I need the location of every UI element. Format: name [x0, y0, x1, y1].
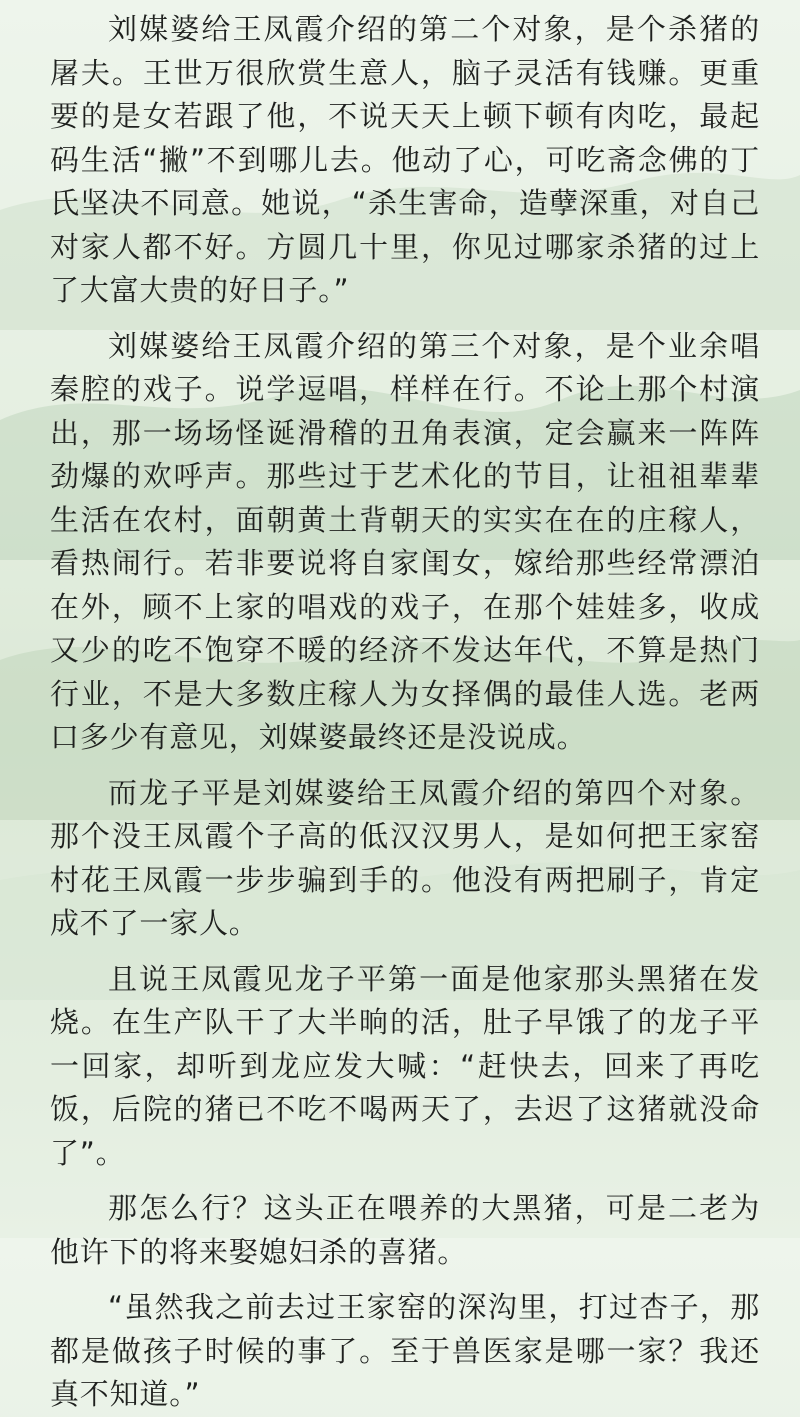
- paragraph-third-suitor: 刘媒婆给王凤霞介绍的第三个对象，是个业余唱秦腔的戏子。说学逗唱，样样在行。不论上那个村演出，那一场场怪诞滑稽的丑角表演，定会赢来一阵阵劲爆的欢呼声。那些过于艺术化的节目，让祖祖辈辈生活在农村，面朝黄土背朝天的实实在在的庄稼人，看热闹行。若非要说将自家闺女，嫁给那些经常漂泊在外，顾不上家的唱戏的戏子，在那个娃娃多，收成又少的吃不饱穿不暖的经济不发达年代，不算是热门行业，不是大多数庄稼人为女择偶的最佳人选。老两口多少有意见，刘媒婆最终还是没说成。: [50, 328, 760, 754]
- paragraph-fourth-suitor: 而龙子平是刘媒婆给王凤霞介绍的第四个对象。那个没王凤霞个子高的低汉汉男人，是如何把王家窑村花王凤霞一步步骗到手的。他没有两把刷子，肯定成不了一家人。: [50, 775, 760, 940]
- paragraph-second-suitor: 刘媒婆给王凤霞介绍的第二个对象，是个杀猪的屠夫。王世万很欣赏生意人，脑子灵活有钱赚。更重要的是女若跟了他，不说天天上顿下顿有肉吃，最起码生活“撇”不到哪儿去。他动了心，可吃斋念佛的丁氏坚决不同意。她说，“杀生害命，造孽深重，对自己对家人都不好。方圆几十里，你见过哪家杀猪的过上了大富大贵的好日子。”: [50, 12, 760, 307]
- paragraph-black-pig: 那怎么行？这头正在喂养的大黑猪，可是二老为他许下的将来娶媳妇杀的喜猪。: [50, 1191, 760, 1269]
- paragraph-first-meeting: 且说王凤霞见龙子平第一面是他家那头黑猪在发烧。在生产队干了大半晌的活，肚子早饿了的龙子平一回家，却听到龙应发大喊：“赶快去，回来了再吃饭，后院的猪已不吃不喝两天了，去迟了这猪就没命了”。: [50, 961, 760, 1170]
- paragraph-quote: “虽然我之前去过王家窑的深沟里，打过杏子，那都是做孩子时候的事了。至于兽医家是哪一家？我还真不知道。”: [50, 1290, 760, 1411]
